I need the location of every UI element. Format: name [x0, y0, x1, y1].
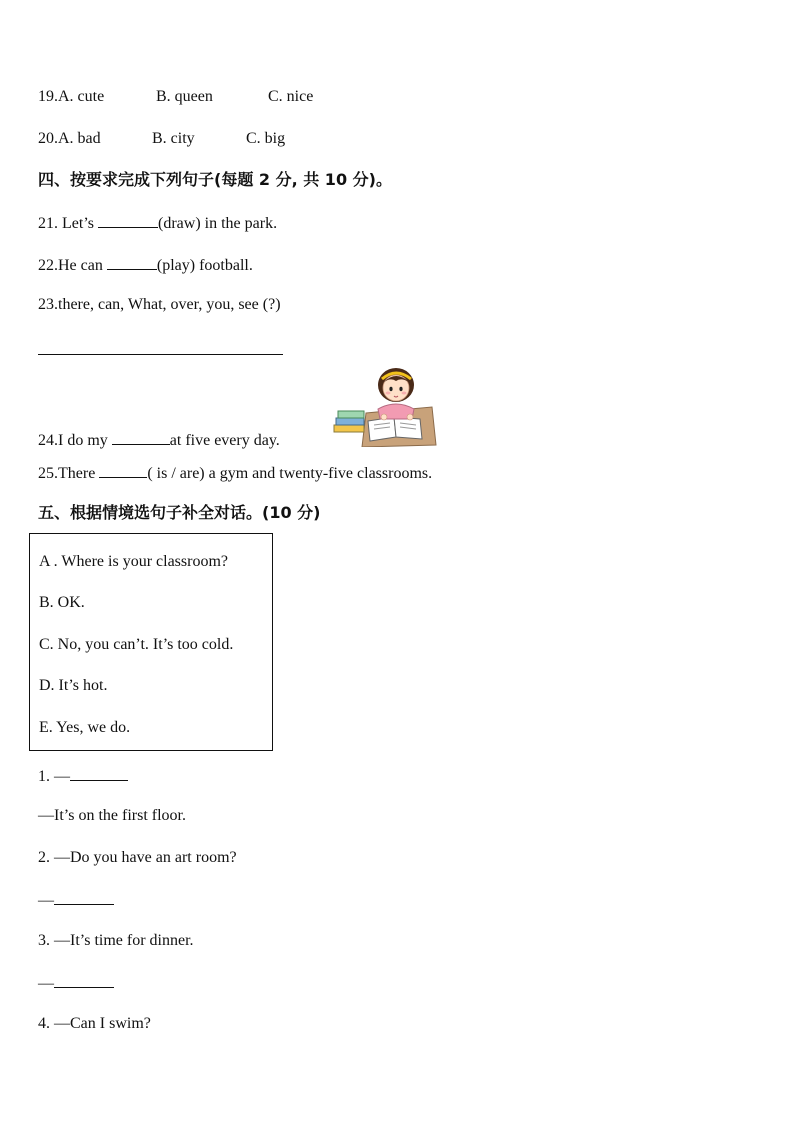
- dialogue-4-question: 4. —Can I swim?: [38, 1015, 151, 1032]
- answer-line[interactable]: [38, 354, 283, 355]
- question-23: [38, 295, 281, 315]
- question-number: 20.: [38, 130, 58, 147]
- answer-blank[interactable]: [107, 254, 157, 270]
- question-text: He can: [58, 257, 107, 274]
- options-box: [29, 533, 273, 751]
- question-number: 21.: [38, 215, 58, 232]
- answer-blank[interactable]: [70, 765, 128, 781]
- dialogue-text: —: [38, 892, 54, 909]
- question-text: (play) football.: [156, 257, 253, 274]
- question-number: 25.: [38, 465, 58, 482]
- option-b: B. OK.: [39, 594, 85, 611]
- girl-studying-illustration: [328, 365, 438, 447]
- dialogue-2-question: 2. —Do you have an art room?: [38, 849, 237, 866]
- question-20: [38, 129, 285, 149]
- question-text: I do my: [58, 432, 112, 449]
- dialogue-2-answer: [38, 889, 114, 911]
- section-5-title: 五、根据情境选句子补全对话。(10 分): [38, 503, 321, 522]
- section-4-title: 四、按要求完成下列句子(每题 2 分, 共 10 分)。: [38, 170, 392, 189]
- dialogue-text: 1. —: [38, 768, 70, 785]
- option-e: E. Yes, we do.: [39, 719, 131, 736]
- question-text: Let’s: [58, 215, 98, 232]
- option-a: A. cute: [58, 88, 105, 105]
- question-number: 24.: [38, 432, 58, 449]
- option-c: C. No, you can’t. It’s too cold.: [39, 636, 234, 653]
- question-22: [38, 254, 253, 276]
- question-19: [38, 87, 313, 107]
- question-text: There: [58, 465, 100, 482]
- option-b: B. city: [152, 130, 195, 147]
- answer-blank[interactable]: [54, 889, 114, 905]
- dialogue-1-answer: —It’s on the first floor.: [38, 807, 186, 824]
- dialogue-1-question: [38, 765, 128, 787]
- option-c: C. nice: [268, 88, 314, 105]
- dialogue-3-question: 3. —It’s time for dinner.: [38, 932, 194, 949]
- question-21: [38, 212, 277, 234]
- option-b: B. queen: [156, 88, 213, 105]
- option-d: D. It’s hot.: [39, 677, 108, 694]
- answer-blank[interactable]: [112, 429, 170, 445]
- question-text: there, can, What, over, you, see (?): [58, 296, 281, 313]
- question-text: ( is / are) a gym and twenty-five classrooms.: [147, 465, 433, 482]
- question-text: at five every day.: [169, 432, 280, 449]
- question-number: 23.: [38, 296, 58, 313]
- answer-blank[interactable]: [99, 462, 147, 478]
- option-a: A . Where is your classroom?: [39, 553, 228, 570]
- answer-blank[interactable]: [98, 212, 158, 228]
- option-c: C. big: [246, 130, 286, 147]
- answer-blank[interactable]: [54, 972, 114, 988]
- dialogue-3-answer: [38, 972, 114, 994]
- question-24: [38, 429, 280, 451]
- question-number: 19.: [38, 88, 58, 105]
- question-text: (draw) in the park.: [158, 215, 278, 232]
- dialogue-text: —: [38, 975, 54, 992]
- question-number: 22.: [38, 257, 58, 274]
- option-a: A. bad: [58, 130, 101, 147]
- question-25: [38, 462, 432, 484]
